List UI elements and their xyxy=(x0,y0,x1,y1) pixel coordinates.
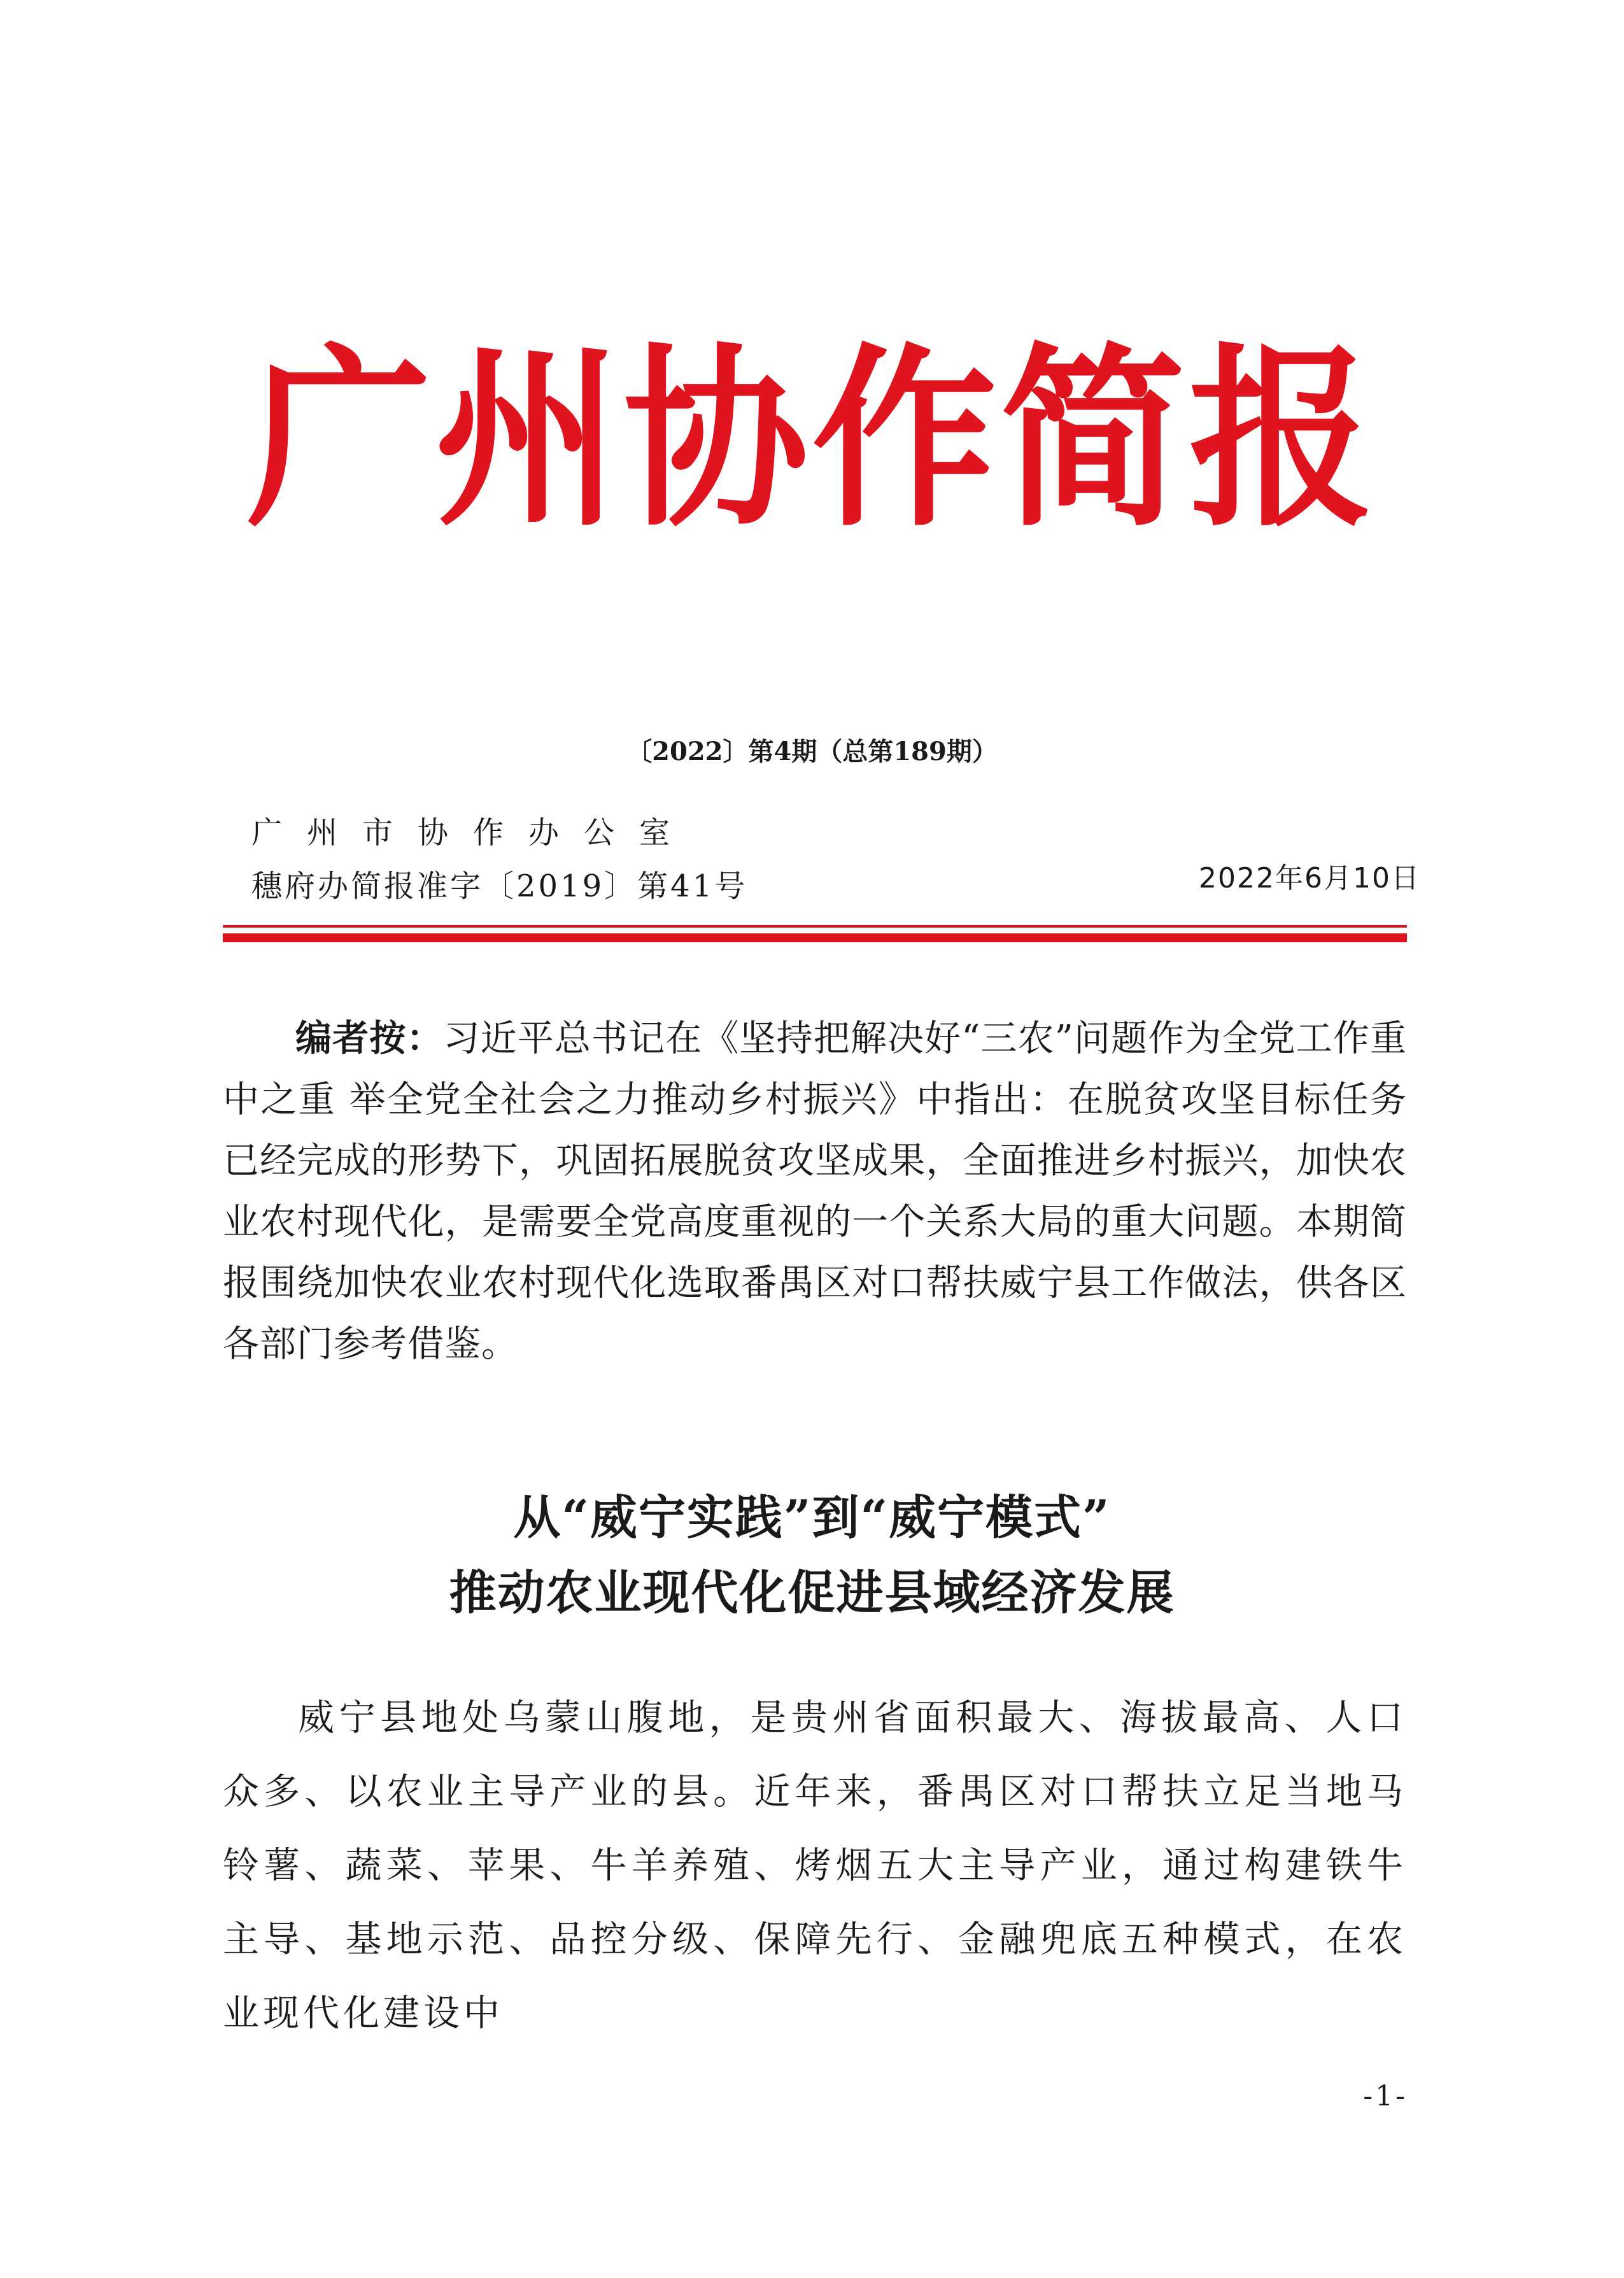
masthead-title: 广州协作简报 xyxy=(246,325,1378,553)
editor-note-text: 习近平总书记在《坚持把解决好“三农”问题作为全党工作重中之重 举全党全社会之力推动乡村振兴》中指出：在脱贫攻坚目标任务已经完成的形势下，巩固拓展脱贫攻坚成果，全面推进乡村振兴，加快农业农村现代化，是需要全党高度重视的一个关系大局的重大问题。本期简报围绕加快农业农村现代化选取番禺区对口帮扶威宁县工作做法，供各区各部门参考借鉴。 xyxy=(223,1017,1408,1365)
article-title xyxy=(0,1480,1624,1631)
article-paragraph: 威宁县地处乌蒙山腹地，是贵州省面积最大、海拔最高、人口众多、以农业主导产业的县。近年来，番禺区对口帮扶立足当地马铃薯、蔬菜、苹果、牛羊养殖、烤烟五大主导产业，通过构建铁牛主导、基地示范、品控分级、保障先行、金融兜底五种模式，在农业现代化建设中 xyxy=(223,1697,1407,2034)
issue-number: 〔2022〕第4期（总第189期） xyxy=(626,737,998,767)
article-title-line-2: 推动农业现代化促进县域经济发展 xyxy=(449,1566,1175,1620)
page-number: -1- xyxy=(1363,2080,1408,2112)
header-divider-thick xyxy=(223,933,1407,942)
article-title-line-1: 从“威宁实践”到“威宁模式” xyxy=(513,1490,1111,1545)
publisher-org: 广州市协作办公室 xyxy=(251,815,695,851)
approval-number: 穗府办简报准字〔2019〕第41号 xyxy=(251,868,748,904)
editor-note xyxy=(223,1008,1407,1375)
editor-note-label: 编者按： xyxy=(295,1017,444,1059)
header-divider-thin xyxy=(223,925,1407,928)
publish-date: 2022年6月10日 xyxy=(1199,862,1420,895)
